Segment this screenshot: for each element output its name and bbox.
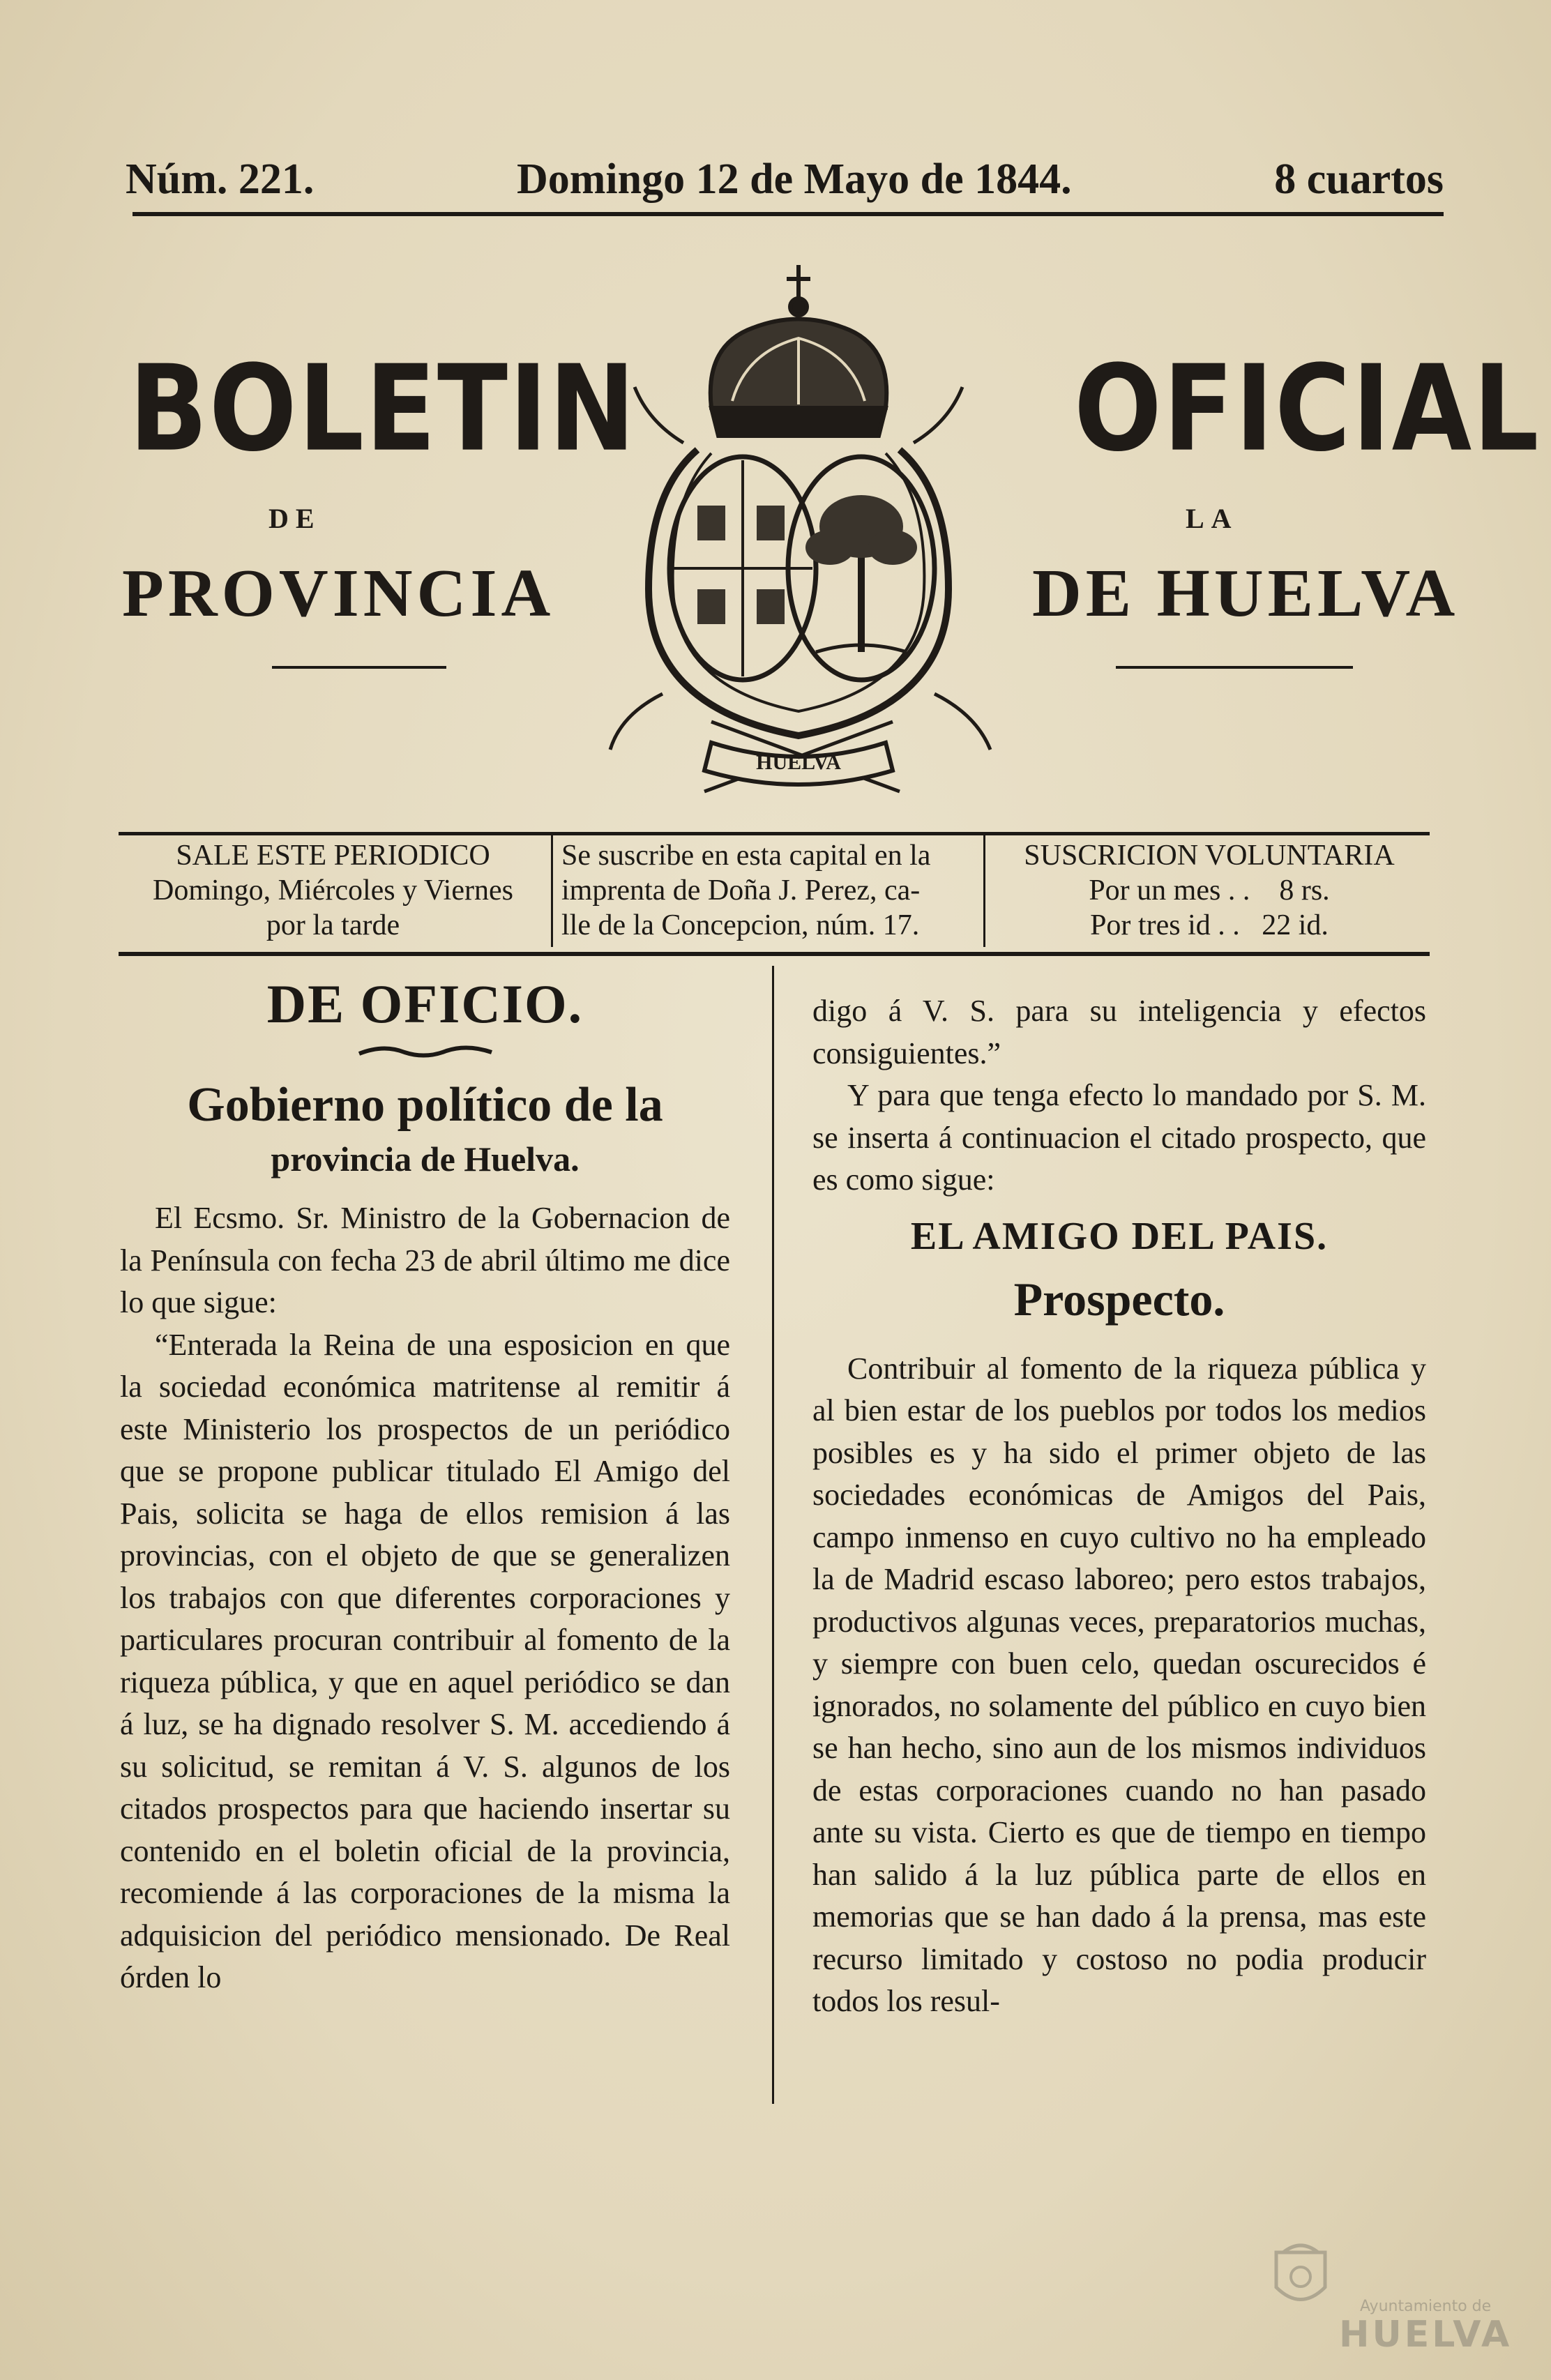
info-bottom-rule	[119, 952, 1430, 956]
info-price-line: Por tres id . . 22 id.	[1090, 909, 1329, 941]
info-location-line: Se suscribe en esta capital en la	[561, 840, 931, 872]
article-paragraph: Y para que tenga efecto lo mandado por S. M. se inserta á continuacion el citado prospecto, que es como sigue:	[812, 1078, 1426, 1197]
masthead-left-rule	[272, 666, 446, 669]
city-shield-icon	[1269, 2238, 1332, 2315]
section-heading: DE OFICIO.	[266, 973, 584, 1034]
header-rule	[133, 212, 1444, 216]
masthead-right-rule	[1116, 666, 1353, 669]
issue-date: Domingo 12 de Mayo de 1844.	[516, 156, 1072, 203]
article-subtitle: provincia de Huelva.	[271, 1139, 580, 1178]
masthead-boletin: BOLETIN	[129, 340, 637, 478]
article-paragraph: Contribuir al fomento de la riqueza pública y al bien estar de los pueblos por todos los medios posibles es y ha sido el primer objeto de las sociedades económicas de Amigos del Pais, campo inmenso en cuyo cultivo no ha empleado la de Madrid escaso laboreo; pero estos trabajos, productivos algunas veces, preparatorios muchas, y siempre con buen celo, quedan oscurecidos é ignorados, no solamente del público en cuyo bien se han hecho, sino aun de los mismos individuos de estas corporaciones cuando no han pasado ante su vista. Cierto es que de tiempo en tiempo han salido á la luz pública parte de ellos en memorias que se han dado á la prensa, mas este recurso limitado y costoso no podia producir todos los resul-	[812, 1351, 1426, 2018]
watermark-big-text: HUELVA	[1339, 2314, 1513, 2356]
article-paragraph: El Ecsmo. Sr. Ministro de la Gobernacion de la Península con fecha 23 de abril último me dice lo que sigue:	[120, 1201, 730, 1319]
issue-header	[126, 143, 1444, 216]
prospectus-title: EL AMIGO DEL PAIS.	[910, 1214, 1329, 1258]
info-subscription-price	[983, 834, 1433, 947]
left-column	[120, 973, 730, 1999]
ornament-swash-icon	[356, 1043, 495, 1059]
masthead-de-huelva: DE HUELVA	[1032, 556, 1460, 631]
info-schedule-line: Domingo, Miércoles y Viernes	[153, 874, 513, 907]
info-subscribe-location	[551, 834, 983, 947]
column-divider	[772, 966, 774, 2104]
info-price-line: Por un mes . . 8 rs.	[1089, 874, 1330, 907]
prospectus-subtitle: Prospecto.	[1013, 1272, 1225, 1326]
issue-number: Núm. 221.	[126, 156, 315, 203]
info-location-line: lle de la Concepcion, núm. 17.	[561, 909, 920, 941]
right-column	[812, 990, 1426, 2023]
article-paragraph: digo á V. S. para su inteligencia y efectos consiguientes.”	[812, 994, 1426, 1070]
masthead-provincia: PROVINCIA	[122, 556, 555, 631]
subscription-info	[115, 834, 1433, 947]
article-title: Gobierno político de la	[187, 1078, 663, 1132]
issue-price: 8 cuartos	[1274, 156, 1444, 203]
archive-watermark	[1255, 2231, 1513, 2371]
watermark-small-text: Ayuntamiento de	[1360, 2298, 1492, 2315]
crest-ribbon-label: HUELVA	[756, 751, 841, 774]
info-schedule-line: SALE ESTE PERIODICO	[176, 840, 490, 872]
info-price-line: SUSCRICION VOLUNTARIA	[1024, 840, 1395, 872]
royal-coat-of-arms-icon	[607, 262, 997, 798]
info-location-line: imprenta de Doña J. Perez, ca-	[561, 874, 921, 907]
masthead-oficial: OFICIAL	[1074, 340, 1541, 478]
masthead-de: DE	[268, 503, 321, 534]
masthead-la: LA	[1186, 503, 1239, 534]
info-schedule	[115, 834, 551, 947]
info-schedule-line: por la tarde	[266, 909, 400, 941]
article-paragraph: “Enterada la Reina de una esposicion en que la sociedad económica matritense al remitir á este Ministerio los prospectos de un periódico que se propone publicar titulado El Amigo del Pais, solicita se haga de ellos remision á las provincias, con el objeto de que se generalizen los trabajos con que diferentes corporaciones y particulares procuran contribuir al fomento de la riqueza pública, y que en aquel periódico se dan á luz, se ha dignado resolver S. M. accediendo á su solicitud, se remitan á V. S. algunos de los citados prospectos para que haciendo insertar su contenido en el boletin oficial de la provincia, recomiende á las corporaciones de la misma la adquisicion del periódico mensionado. De Real órden lo	[120, 1327, 730, 1994]
